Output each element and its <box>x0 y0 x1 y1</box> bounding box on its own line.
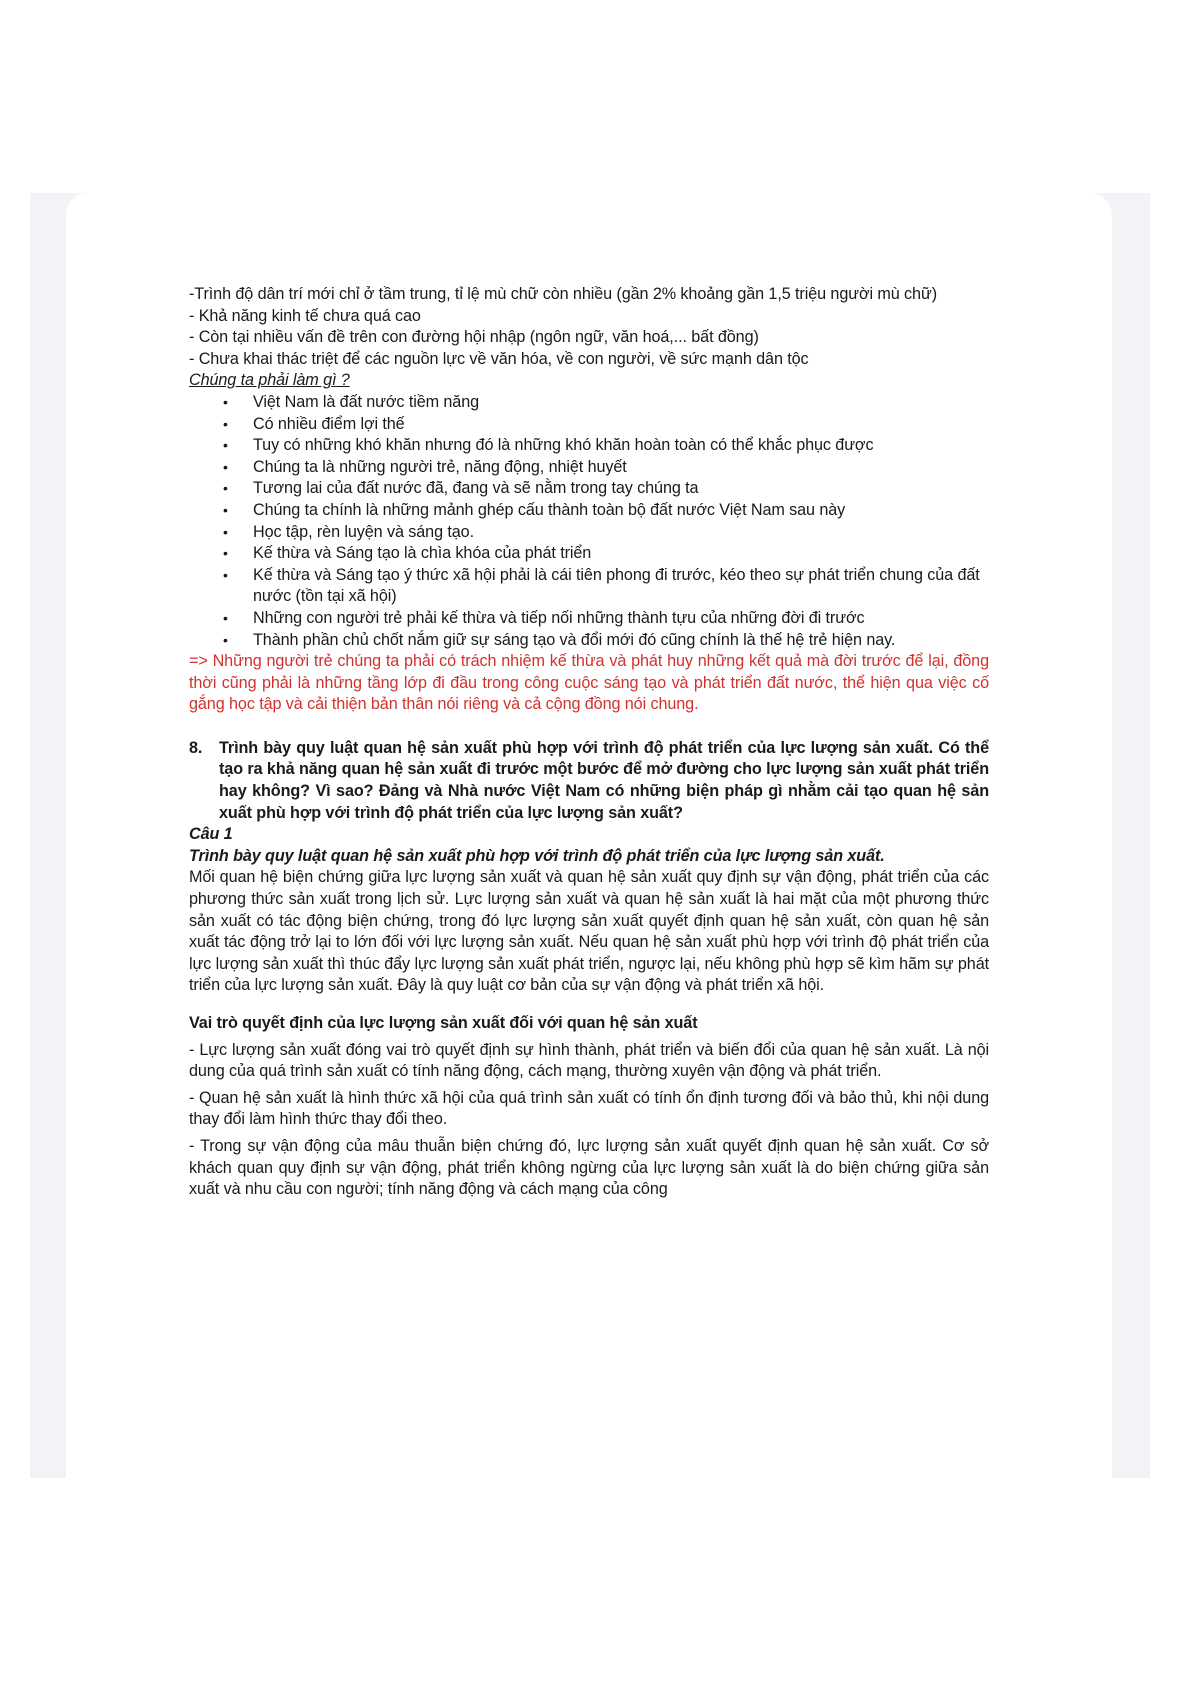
document-content <box>189 284 989 1201</box>
bullet-icon: • <box>223 545 228 562</box>
bullet-icon: • <box>223 609 228 626</box>
bullet-icon: • <box>223 437 228 454</box>
intro-line-3: - Còn tại nhiều vấn đề trên con đường hội nhập (ngôn ngữ, văn hoá,... bất đồng) <box>189 328 759 347</box>
list-item: • Việt Nam là đất nước tiềm năng <box>223 392 989 414</box>
bullet-icon: • <box>223 523 228 540</box>
intro-line-1: -Trình độ dân trí mới chỉ ở tầm trung, tỉ lệ mù chữ còn nhiều (gần 2% khoảng gần 1,5 triệu người mù chữ) <box>189 285 937 303</box>
role-paragraph-1: - Lực lượng sản xuất đóng vai trò quyết định sự hình thành, phát triển và biến đổi của quan hệ sản xuất. Là nội dung của quá trình sản xuất có tính năng động, cách mạng, thường xuyên vận động và phát triển. <box>189 1040 989 1081</box>
bullet-list <box>189 392 989 651</box>
question-8 <box>189 738 989 824</box>
role-paragraph-3: - Trong sự vận động của mâu thuẫn biện chứng đó, lực lượng sản xuất quyết định quan hệ sản xuất. Cơ sở khách quan quy định sự vận động, phát triển không ngừng của lực lượng sản xuất là do biện chứng giữa sản xuất và nhu cầu con người; tính năng động và cách mạng của công <box>189 1136 989 1199</box>
role-heading: Vai trò quyết định của lực lượng sản xuất đối với quan hệ sản xuất <box>189 1014 698 1032</box>
bullet-icon: • <box>223 631 228 648</box>
list-item: • Kế thừa và Sáng tạo ý thức xã hội phải là cái tiên phong đi trước, kéo theo sự phát triển chung của đất nước (tồn tại xã hội) <box>223 565 980 606</box>
bullet-icon: • <box>223 501 228 518</box>
intro-line-4: - Chưa khai thác triệt để các nguồn lực về văn hóa, về con người, về sức mạnh dân tộc <box>189 349 809 368</box>
list-item: • Kế thừa và Sáng tạo là chìa khóa của phát triển <box>223 543 989 565</box>
question-number: 8. <box>189 738 203 757</box>
role-paragraph-2: - Quan hệ sản xuất là hình thức xã hội của quá trình sản xuất có tính ổn định tương đối và bảo thủ, khi nội dung thay đổi làm hình thức thay đổi theo. <box>189 1088 989 1129</box>
bullet-icon: • <box>223 415 228 432</box>
list-item: • Chúng ta là những người trẻ, năng động, nhiệt huyết <box>223 457 989 479</box>
bullet-icon: • <box>223 393 228 410</box>
list-item: • Thành phần chủ chốt nắm giữ sự sáng tạo và đổi mới đó cũng chính là thế hệ trẻ hiện nay. <box>223 630 989 652</box>
list-item: • Tuy có những khó khăn nhưng đó là những khó khăn hoàn toàn có thể khắc phục được <box>223 435 989 457</box>
intro-line-2: - Khả năng kinh tế chưa quá cao <box>189 306 421 325</box>
cau-label: Câu 1 <box>189 825 233 844</box>
conclusion-paragraph: => Những người trẻ chúng ta phải có trách nhiệm kế thừa và phát huy những kết quả mà đời trước để lại, đồng thời cũng phải là những tầng lớp đi đầu trong công cuộc sáng tạo và phát triển đất nước, thể hiện qua việc cố gắng học tập và cải thiện bản thân nói riêng và cả cộng đồng nói chung. <box>189 652 989 714</box>
question-text: Trình bày quy luật quan hệ sản xuất phù hợp với trình độ phát triển của lực lượng sản xuất. Có thể tạo ra khả năng quan hệ sản xuất đi trước một bước để mở đường cho lực lượng sản xuất phát triển hay không? Vì sao? Đảng và Nhà nước Việt Nam có những biện pháp gì nhằm cải tạo quan hệ sản xuất phù hợp với trình độ phát triển của lực lượng sản xuất? <box>219 738 989 822</box>
list-item: • Tương lai của đất nước đã, đang và sẽ nằm trong tay chúng ta <box>223 478 989 500</box>
list-item: • Chúng ta chính là những mảnh ghép cấu thành toàn bộ đất nước Việt Nam sau này <box>223 500 989 522</box>
list-item: • Có nhiều điểm lợi thế <box>223 414 989 436</box>
list-item: • Những con người trẻ phải kế thừa và tiếp nối những thành tựu của những đời đi trước <box>223 608 989 630</box>
bullet-icon: • <box>223 480 228 497</box>
section-body: Mối quan hệ biện chứng giữa lực lượng sản xuất và quan hệ sản xuất quy định sự vận động, phát triển của các phương thức sản xuất trong lịch sử. Lực lượng sản xuất và quan hệ sản xuất là hai mặt của một phương thức sản xuất có tác động biện chứng, trong đó lực lượng sản xuất quyết định quan hệ sản xuất, còn quan hệ sản xuất tác động trở lại to lớn đối với lực lượng sản xuất. Nếu quan hệ sản xuất phù hợp với trình độ phát triển của lực lượng sản xuất thì thúc đẩy lực lượng sản xuất phát triển, ngược lại, nếu không phù hợp sẽ kìm hãm sự phát triển của lực lượng sản xuất. Đây là quy luật cơ bản của sự vận động và phát triển xã hội. <box>189 868 989 995</box>
list-item: • Học tập, rèn luyện và sáng tạo. <box>223 522 989 544</box>
bullet-icon: • <box>223 566 228 583</box>
bullet-icon: • <box>223 458 228 475</box>
subheading-what-to-do: Chúng ta phải làm gì ? <box>189 371 350 390</box>
section-title: Trình bày quy luật quan hệ sản xuất phù hợp với trình độ phát triển của lực lượng sản xuất. <box>189 846 885 865</box>
